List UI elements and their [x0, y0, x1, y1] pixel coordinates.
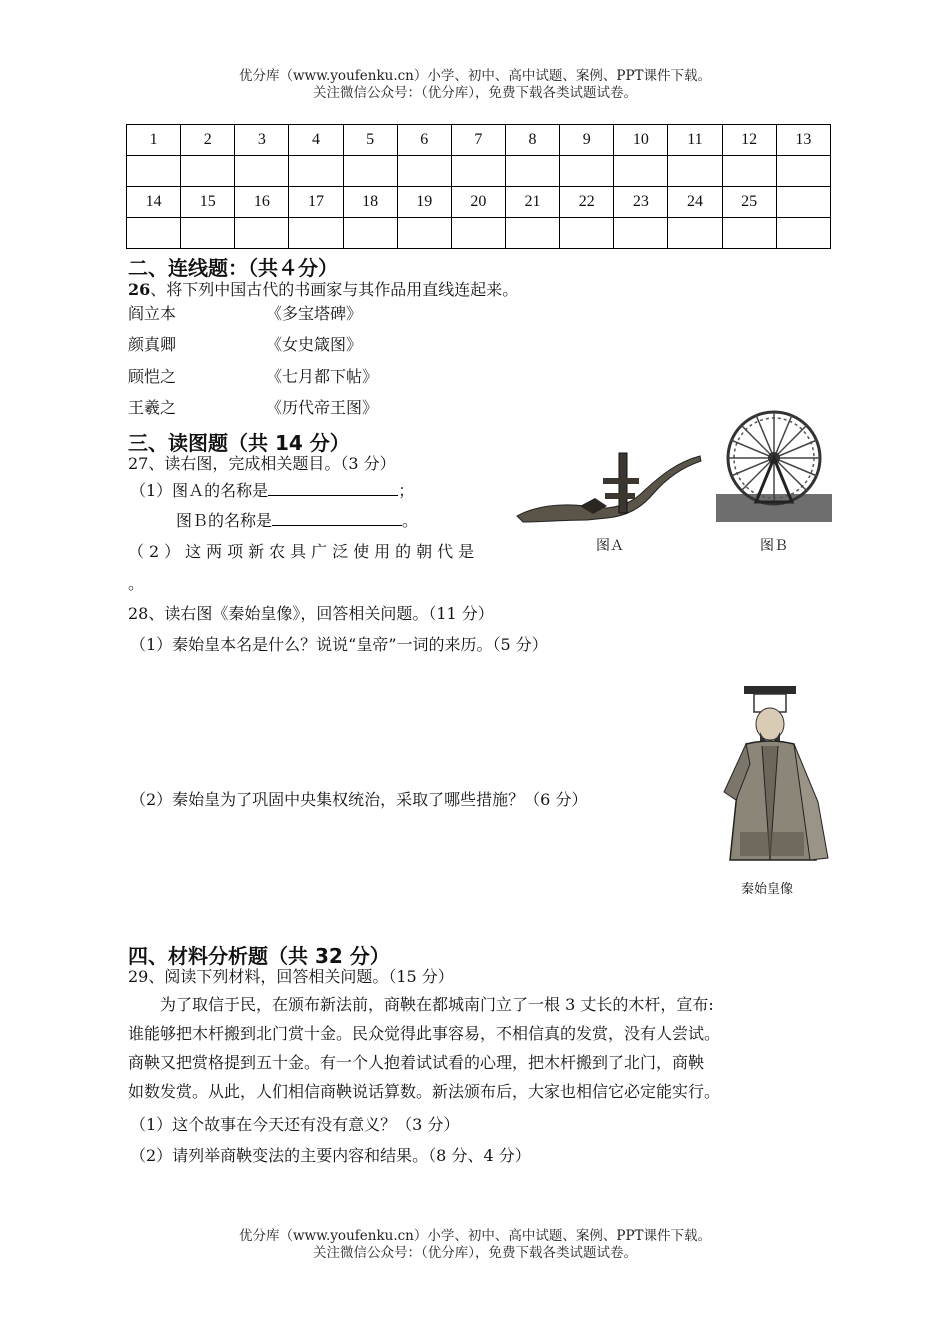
question-number-cell: 3	[235, 125, 289, 156]
footer-line-2: 关注微信公众号：（优分库），免费下载各类试题试卷。	[313, 1245, 637, 1261]
question-number-cell: 1	[127, 125, 181, 156]
question-number-cell: 6	[397, 125, 451, 156]
material-line-2: 谁能够把木杆搬到北门赏十金。民众觉得此事容易，不相信真的发赏，没有人尝试。	[128, 1024, 721, 1043]
material-line-4: 如数发赏。从此，人们相信商鞅说话算数。新法颁布后，大家也相信它必定能实行。	[128, 1082, 721, 1101]
question-number-cell: 14	[127, 187, 181, 218]
answer-table	[126, 124, 831, 249]
question-27: 27、读右图，完成相关题目。（3 分）	[128, 454, 396, 473]
question-number-cell: 18	[343, 187, 397, 218]
question-27-2-end: 。	[128, 574, 145, 593]
question-number-cell: 10	[614, 125, 668, 156]
punct: 。	[402, 511, 419, 530]
question-number-cell: 12	[722, 125, 776, 156]
header-line-1: 优分库（www.youfenku.cn）小学、初中、高中试题、案例、PPT课件下载。	[238, 68, 712, 84]
question-number-cell: 22	[560, 187, 614, 218]
section-4-title: 四、材料分析题（共 32 分）	[128, 944, 390, 968]
plough-image	[515, 448, 705, 530]
answer-table-number-row	[127, 125, 831, 156]
question-27-2: （2）这两项新农具广泛使用的朝代是	[128, 542, 480, 561]
question-28-2: （2）秦始皇为了巩固中央集权统治，采取了哪些措施？（6 分）	[130, 790, 588, 809]
question-number-cell: 21	[505, 187, 559, 218]
answer-blank-fig-a[interactable]	[268, 479, 398, 496]
artist-3[interactable]: 顾恺之	[128, 367, 177, 386]
material-line-3: 商鞅又把赏格提到五十金。有一个人抱着试试看的心理，把木杆搬到了北门，商鞅	[128, 1053, 705, 1072]
artist-4[interactable]: 王羲之	[128, 398, 177, 417]
work-1[interactable]: 《多宝塔碑》	[266, 304, 363, 323]
question-number-cell: 5	[343, 125, 397, 156]
question-number-cell: 24	[668, 187, 722, 218]
question-27-1a	[130, 479, 414, 502]
question-29-2: （2）请列举商鞅变法的主要内容和结果。（8 分、4 分）	[130, 1146, 531, 1165]
material-passage	[128, 990, 833, 1106]
answer-table-number-row	[127, 187, 831, 218]
waterwheel-image	[716, 402, 832, 522]
artist-2[interactable]: 颜真卿	[128, 335, 177, 354]
question-number-cell: 4	[289, 125, 343, 156]
question-number-cell: 20	[451, 187, 505, 218]
question-26-text: 、将下列中国古代的书画家与其作品用直线连起来。	[150, 280, 519, 299]
header-line-2: 关注微信公众号：（优分库），免费下载各类试题试卷。	[313, 85, 637, 101]
figure-a-caption: 图Ａ	[596, 538, 624, 554]
question-number-cell: 23	[614, 187, 668, 218]
work-4[interactable]: 《历代帝王图》	[266, 398, 379, 417]
question-number-cell: 7	[451, 125, 505, 156]
section-2-title: 二、连线题：（共４分）	[128, 256, 338, 280]
question-number-cell: 13	[776, 125, 830, 156]
question-number-cell: 15	[181, 187, 235, 218]
question-number-cell: 17	[289, 187, 343, 218]
artist-1[interactable]: 阎立本	[128, 304, 177, 323]
question-27-1b-text: 图Ｂ的名称是	[176, 511, 273, 530]
section-3-title: 三、读图题（共 14 分）	[128, 431, 350, 455]
answer-blank-fig-b[interactable]	[272, 509, 402, 526]
portrait-caption: 秦始皇像	[741, 882, 794, 897]
question-26	[128, 279, 518, 301]
question-28-1: （1）秦始皇本名是什么？说说“皇帝”一词的来历。（5 分）	[130, 635, 548, 654]
work-3[interactable]: 《七月都下帖》	[266, 367, 379, 386]
answer-table-answer-row	[127, 156, 831, 187]
figure-b-caption: 图Ｂ	[760, 538, 788, 554]
question-28: 28、读右图《秦始皇像》，回答相关问题。（11 分）	[128, 604, 494, 623]
question-number-cell: 8	[505, 125, 559, 156]
question-27-1a-text: （1）图Ａ的名称是	[130, 481, 269, 500]
question-number-cell: 16	[235, 187, 289, 218]
answer-table-answer-row	[127, 218, 831, 249]
page-header	[0, 68, 950, 102]
qin-shi-huang-portrait	[716, 682, 834, 874]
question-number-cell: 9	[560, 125, 614, 156]
question-number-cell: 19	[397, 187, 451, 218]
punct: ；	[398, 481, 415, 500]
question-number-cell: 25	[722, 187, 776, 218]
question-number-cell: 11	[668, 125, 722, 156]
question-27-1b	[176, 509, 418, 532]
question-26-number: 26	[128, 280, 151, 299]
question-29-1: （1）这个故事在今天还有没有意义？（3 分）	[130, 1115, 460, 1134]
material-line-1: 为了取信于民，在颁布新法前，商鞅在都城南门立了一根 3 丈长的木杆，宣布:	[160, 995, 714, 1014]
question-29: 29、阅读下列材料，回答相关问题。（15 分）	[128, 967, 454, 986]
question-number-cell	[776, 187, 830, 218]
footer-line-1: 优分库（www.youfenku.cn）小学、初中、高中试题、案例、PPT课件下载。	[238, 1228, 712, 1244]
work-2[interactable]: 《女史箴图》	[266, 335, 363, 354]
question-number-cell: 2	[181, 125, 235, 156]
page-footer	[0, 1228, 950, 1262]
